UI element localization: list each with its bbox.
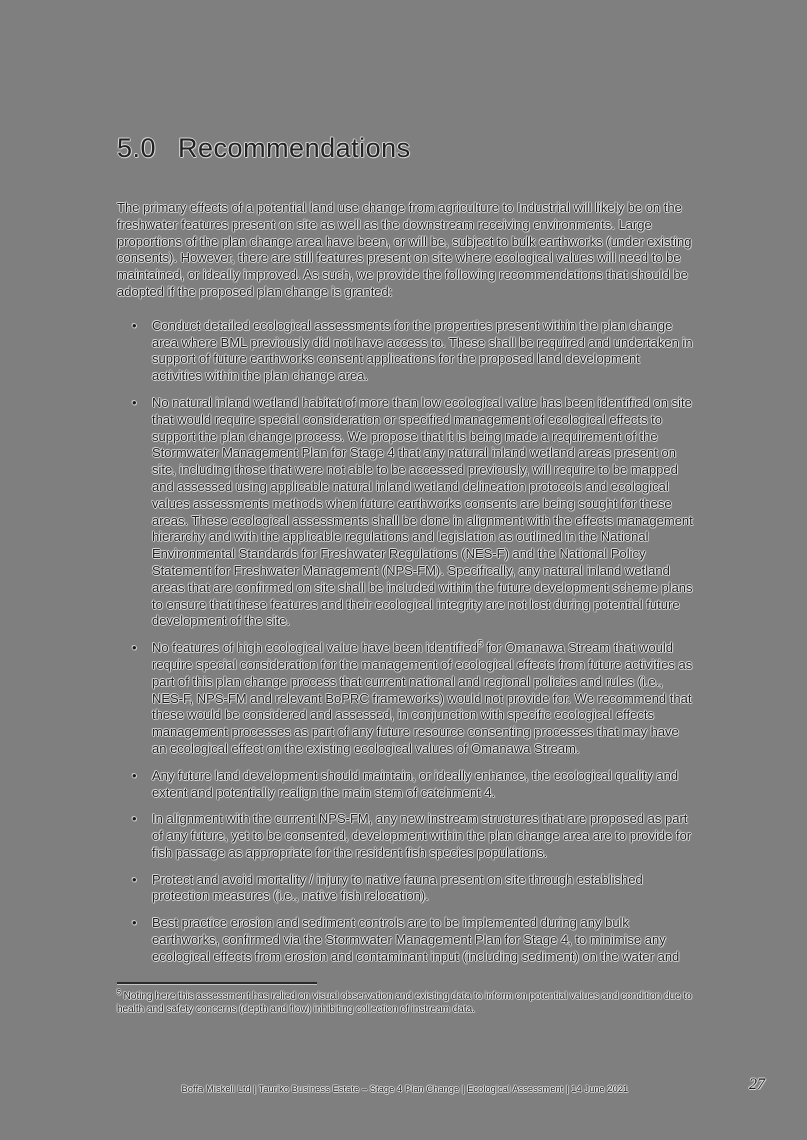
bullet-text-pre: No features of high ecological value have been identified <box>152 640 478 656</box>
section-title: Recommendations <box>178 133 411 163</box>
footer-text: Boffa Miskell Ltd | Tauriko Business Estate – Stage 4 Plan Change | Ecological Assessment | 14 June 2021 <box>181 1084 629 1094</box>
bullet-marker: • <box>132 640 137 656</box>
bullet-text: No natural inland wetland habitat of more than low ecological value has been identified on site that would require special consideration or specified management of ecological effects to support the plan change process. We propose that it is being made a requirement of the Stormwater Management Plan for Stage 4 that any natural inland wetland areas present on site, including those that were not able to be accessed previously, will require to be mapped and assessed using applicable natural inland wetland delineation protocols and ecological values assessments methods when future earthworks consents are being sought for these areas. These ecological assessments shall be done in alignment with the effects management hierarchy and with the applicable regulations and legislation as outlined in the National Environmental Standards for Freshwater Regulations (NES-F) and the National Policy Statement for Freshwater Management (NPS-FM). Specifically, any natural inland wetland areas that are confirmed on site shall be included within the future development scheme plans to ensure that these features and their ecological integrity are not lost during potential future development of the site. <box>152 394 693 629</box>
list-item <box>117 640 693 758</box>
footnote-body: Noting here this assessment has relied on visual observation and existing data to inform on potential values and condition due to health and safety concerns (depth and flow) inhibiting collection of instream data. <box>117 991 692 1015</box>
footnote-text <box>117 990 693 1016</box>
footnote-reference: 5 <box>477 638 483 649</box>
list-item <box>117 872 693 906</box>
section-heading <box>117 133 693 164</box>
bullet-marker: • <box>132 767 137 783</box>
bullet-marker: • <box>132 394 137 410</box>
footnote <box>117 982 693 1016</box>
bullet-text <box>152 640 693 758</box>
page-content <box>117 133 693 966</box>
bullet-marker: • <box>132 871 137 887</box>
list-item <box>117 915 693 965</box>
list-item <box>117 811 693 861</box>
footnote-divider <box>117 982 317 984</box>
list-item <box>117 395 693 630</box>
footnote-marker: 5 <box>117 989 121 997</box>
list-item <box>117 318 693 385</box>
bullet-marker: • <box>132 811 137 827</box>
bullet-text-post: for Omanawa Stream that would require special consideration for the management of ecological effects from future activities as part of this plan change process that current national and regional policies and rules (i.e., NES-F, NPS-FM and relevant BoPRC frameworks) would not provide for. We recommend that these would be considered and assessed, in conjunction with specific ecological effects management processes as part of any future resource consenting processes that may have an ecological effect on the existing ecological values of Omanawa Stream. <box>152 640 693 756</box>
bullet-text: Conduct detailed ecological assessments for the properties present within the plan change area where BML previously did not have access to. These shall be required and undertaken in support of future earthworks consent applications for the proposed land development activities within the plan change area. <box>152 317 693 384</box>
bullet-marker: • <box>132 915 137 931</box>
list-item <box>117 768 693 802</box>
bullet-text: Best practice erosion and sediment controls are to be implemented during any bulk earthworks, confirmed via the Stormwater Management Plan for Stage 4, to minimise any ecological effects from erosion and contaminant input (including sediment) on the water and <box>152 915 680 964</box>
page-number: 27 <box>749 1076 765 1093</box>
recommendations-list <box>117 318 693 966</box>
bullet-marker: • <box>132 317 137 333</box>
bullet-text: Protect and avoid mortality / injury to native fauna present on site through established protection measures (i.e., native fish relocation). <box>152 871 643 904</box>
section-number: 5.0 <box>117 133 157 163</box>
bullet-text: Any future land development should maintain, or ideally enhance, the ecological quality and extent and potentially realign the main stem of catchment 4. <box>152 767 679 800</box>
bullet-text: In alignment with the current NPS-FM, any new instream structures that are proposed as part of any future, yet to be consented, development within the plan change area are to provide for fish passage as appropriate for the resident fish species populations. <box>152 811 692 860</box>
intro-paragraph: The primary effects of a potential land use change from agriculture to Industrial will likely be on the freshwater features present on site as well as the downstream receiving environments. Large proportions of the plan change area have been, or will be, subject to bulk earthworks (under existing consents). However, there are still features present on site where ecological values will need to be maintained, or ideally improved. As such, we provide the following recommendations that should be adopted if the proposed plan change is granted: <box>117 200 692 299</box>
